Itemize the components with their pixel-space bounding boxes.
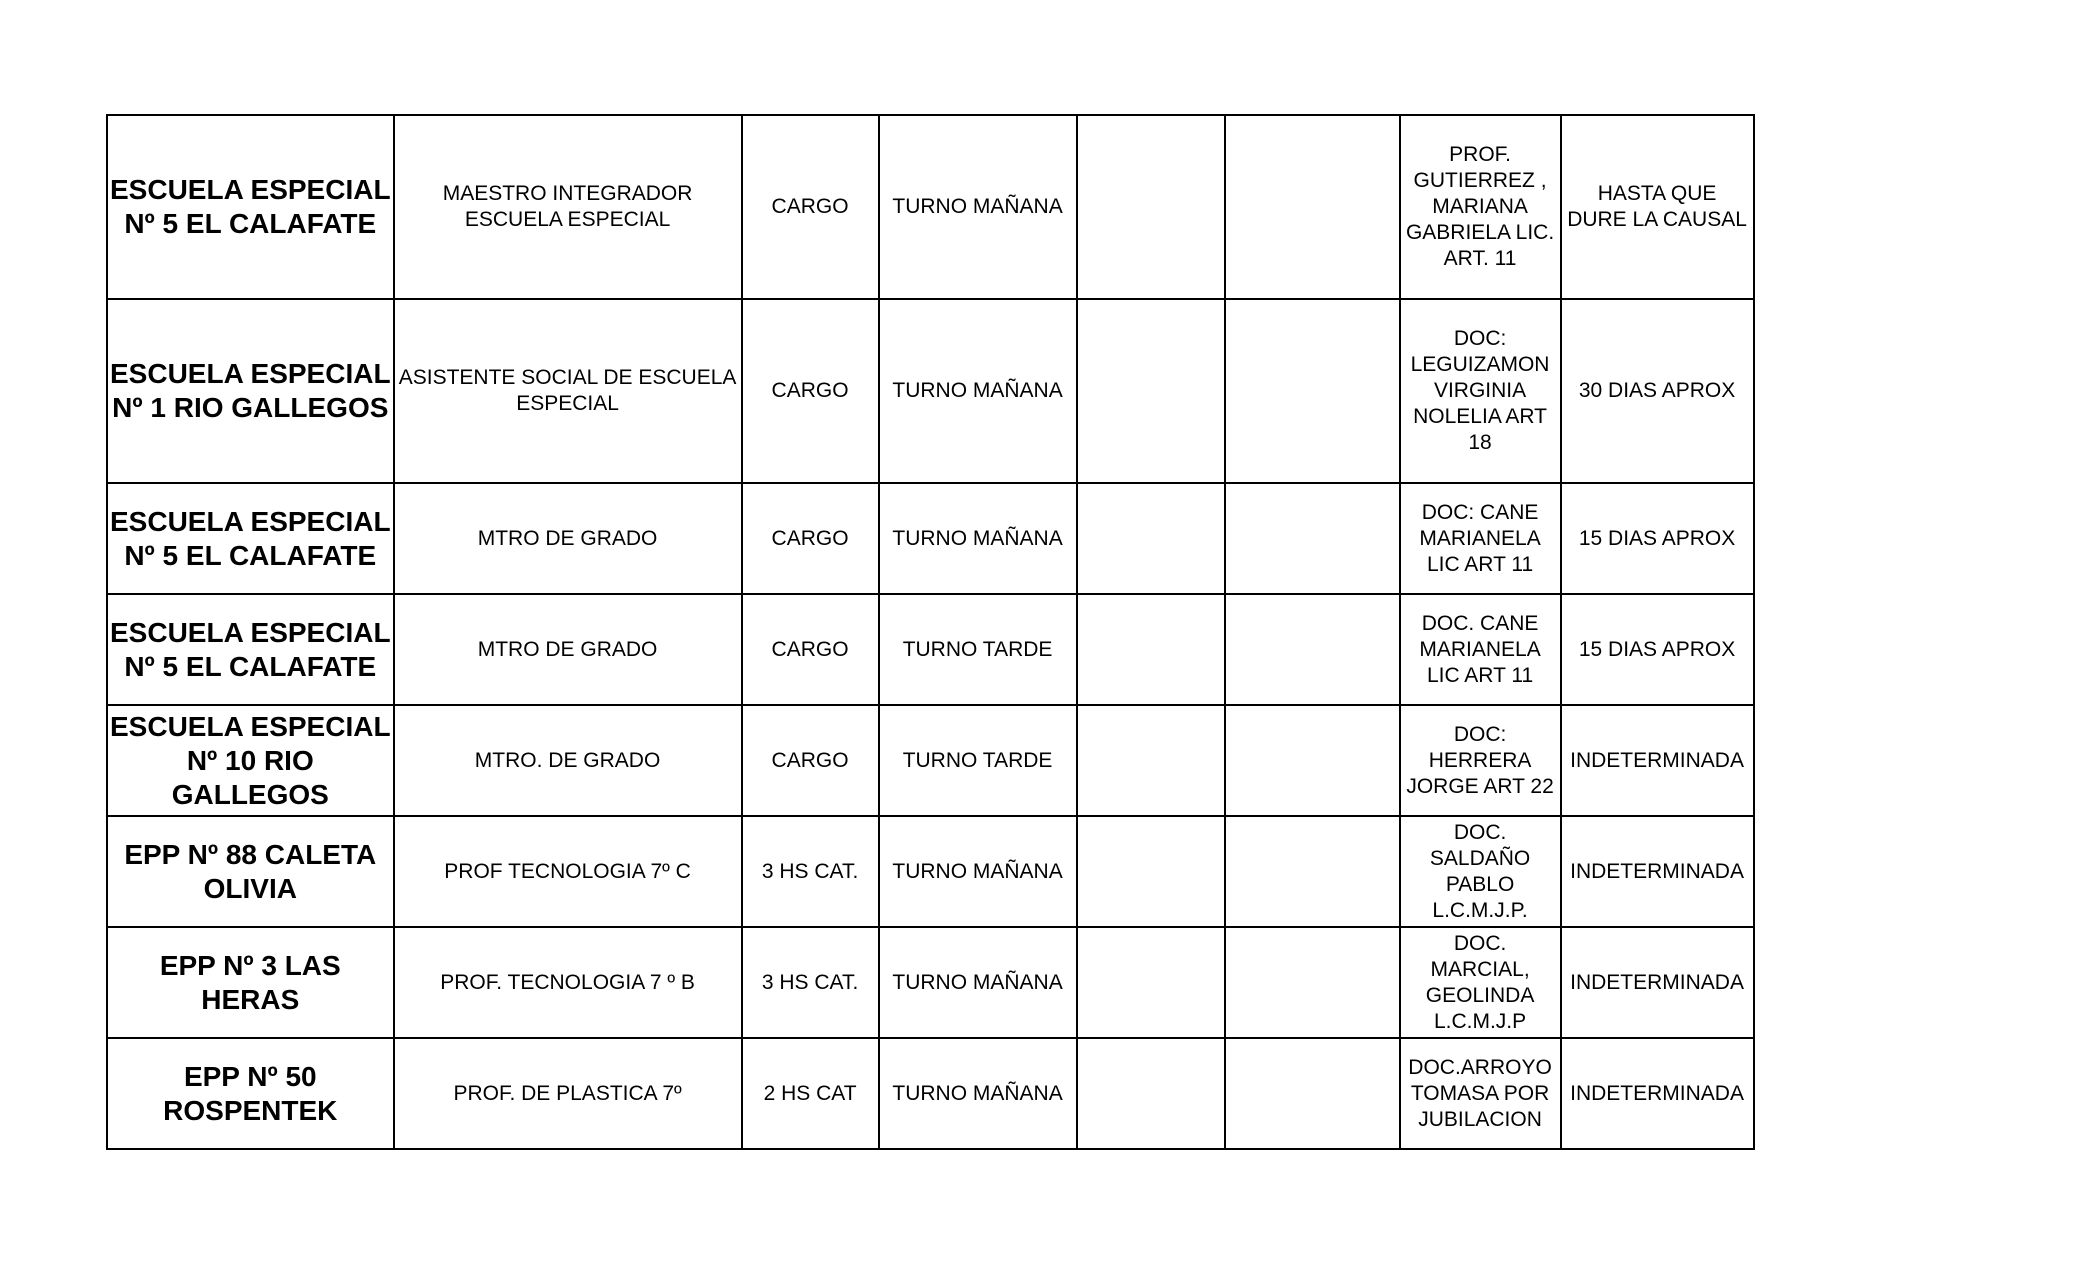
table-row bbox=[107, 816, 1754, 927]
replaces-line: TOMASA POR bbox=[1410, 1081, 1550, 1105]
vacancy-table bbox=[106, 114, 1755, 1150]
position-cell bbox=[394, 483, 742, 594]
replaces-cell bbox=[1400, 594, 1561, 705]
duration-cell bbox=[1561, 594, 1754, 705]
position-cell bbox=[394, 115, 742, 299]
school-line: ESCUELA ESPECIAL bbox=[110, 505, 391, 537]
shift-cell bbox=[879, 594, 1077, 705]
empty-cell bbox=[1077, 594, 1225, 705]
table-row bbox=[107, 1038, 1754, 1149]
school-cell bbox=[107, 1038, 394, 1149]
shift-text: TURNO MAÑANA bbox=[892, 970, 1063, 994]
empty-cell bbox=[1077, 816, 1225, 927]
shift-text: TURNO MAÑANA bbox=[892, 1081, 1063, 1105]
empty-cell bbox=[1077, 927, 1225, 1038]
table-row bbox=[107, 115, 1754, 299]
position-cell bbox=[394, 927, 742, 1038]
replaces-line: JORGE ART 22 bbox=[1406, 774, 1554, 798]
replaces-line: DOC: bbox=[1453, 327, 1507, 350]
replaces-line: JUBILACION bbox=[1418, 1107, 1542, 1131]
school-cell bbox=[107, 594, 394, 705]
school-cell bbox=[107, 483, 394, 594]
empty-cell bbox=[1225, 594, 1400, 705]
type-text: CARGO bbox=[771, 379, 849, 402]
shift-text: TURNO MAÑANA bbox=[892, 526, 1063, 550]
shift-cell bbox=[879, 483, 1077, 594]
table-row bbox=[107, 483, 1754, 594]
replaces-line: ART. 11 bbox=[1443, 247, 1517, 270]
empty-cell bbox=[1225, 705, 1400, 816]
school-line: OLIVIA bbox=[203, 872, 297, 904]
type-text: CARGO bbox=[771, 637, 849, 661]
shift-text: TURNO TARDE bbox=[902, 637, 1053, 661]
replaces-line: PROF. bbox=[1449, 143, 1511, 166]
empty-cell bbox=[1077, 299, 1225, 483]
replaces-line: 18 bbox=[1468, 431, 1492, 454]
duration-line: HASTA QUE bbox=[1597, 182, 1717, 205]
school-cell bbox=[107, 299, 394, 483]
shift-text: TURNO TARDE bbox=[902, 748, 1053, 772]
school-line: Nº 5 EL CALAFATE bbox=[124, 208, 377, 239]
school-line: EPP Nº 88 CALETA bbox=[124, 838, 377, 870]
duration-line: INDETERMINADA bbox=[1570, 748, 1744, 772]
replaces-line: GUTIERREZ , bbox=[1413, 169, 1547, 192]
shift-cell bbox=[879, 115, 1077, 299]
type-cell bbox=[742, 705, 879, 816]
position-line: ASISTENTE SOCIAL DE ESCUELA bbox=[398, 366, 737, 389]
replaces-line: L.C.M.J.P. bbox=[1432, 898, 1528, 922]
empty-cell bbox=[1077, 1038, 1225, 1149]
replaces-line: GEOLINDA bbox=[1425, 983, 1535, 1007]
school-line: HERAS bbox=[201, 983, 300, 1015]
position-line: MAESTRO INTEGRADOR bbox=[442, 182, 693, 205]
position-line: ESPECIAL bbox=[516, 392, 619, 415]
duration-cell bbox=[1561, 816, 1754, 927]
type-text: CARGO bbox=[771, 195, 849, 218]
school-line: ESCUELA ESPECIAL bbox=[110, 616, 391, 648]
school-line: ESCUELA ESPECIAL bbox=[110, 710, 391, 742]
empty-cell bbox=[1225, 927, 1400, 1038]
type-text: CARGO bbox=[771, 748, 849, 772]
shift-cell bbox=[879, 816, 1077, 927]
replaces-line: LEGUIZAMON bbox=[1410, 353, 1550, 376]
shift-text: TURNO MAÑANA bbox=[892, 195, 1063, 218]
shift-text: TURNO MAÑANA bbox=[892, 379, 1063, 402]
duration-cell bbox=[1561, 115, 1754, 299]
position-line: PROF. TECNOLOGIA 7 º B bbox=[440, 970, 695, 994]
duration-cell bbox=[1561, 927, 1754, 1038]
type-cell bbox=[742, 927, 879, 1038]
school-cell bbox=[107, 115, 394, 299]
type-cell bbox=[742, 483, 879, 594]
duration-line: INDETERMINADA bbox=[1570, 970, 1744, 994]
position-line: MTRO. DE GRADO bbox=[474, 748, 661, 772]
type-cell bbox=[742, 1038, 879, 1149]
school-line: EPP Nº 50 bbox=[183, 1060, 317, 1092]
school-line: ESCUELA ESPECIAL bbox=[110, 358, 391, 389]
empty-cell bbox=[1077, 483, 1225, 594]
replaces-cell bbox=[1400, 299, 1561, 483]
school-line: Nº 1 RIO GALLEGOS bbox=[112, 392, 389, 423]
replaces-cell bbox=[1400, 705, 1561, 816]
position-cell bbox=[394, 705, 742, 816]
replaces-cell bbox=[1400, 1038, 1561, 1149]
duration-cell bbox=[1561, 1038, 1754, 1149]
shift-text: TURNO MAÑANA bbox=[892, 859, 1063, 883]
school-line: Nº 5 EL CALAFATE bbox=[124, 650, 377, 682]
duration-line: 15 DIAS APROX bbox=[1578, 637, 1736, 661]
empty-cell bbox=[1225, 115, 1400, 299]
school-cell bbox=[107, 927, 394, 1038]
position-cell bbox=[394, 816, 742, 927]
replaces-cell bbox=[1400, 483, 1561, 594]
replaces-line: L.C.M.J.P bbox=[1433, 1009, 1527, 1033]
school-cell bbox=[107, 816, 394, 927]
table-body bbox=[107, 115, 1754, 1149]
replaces-line: MARCIAL, bbox=[1430, 957, 1530, 981]
shift-cell bbox=[879, 299, 1077, 483]
school-line: ROSPENTEK bbox=[163, 1094, 338, 1126]
replaces-line: HERRERA bbox=[1428, 748, 1532, 772]
replaces-line: DOC: CANE bbox=[1421, 500, 1539, 524]
type-text: 3 HS CAT. bbox=[761, 859, 859, 883]
position-line: ESCUELA ESPECIAL bbox=[464, 208, 671, 231]
shift-cell bbox=[879, 1038, 1077, 1149]
replaces-line: DOC. bbox=[1453, 820, 1507, 844]
shift-cell bbox=[879, 927, 1077, 1038]
position-cell bbox=[394, 594, 742, 705]
replaces-line: LIC ART 11 bbox=[1426, 663, 1534, 687]
school-line: GALLEGOS bbox=[171, 778, 329, 810]
replaces-line: MARIANELA bbox=[1419, 526, 1541, 550]
position-cell bbox=[394, 299, 742, 483]
replaces-line: DOC. CANE bbox=[1421, 611, 1539, 635]
empty-cell bbox=[1225, 816, 1400, 927]
shift-cell bbox=[879, 705, 1077, 816]
type-cell bbox=[742, 115, 879, 299]
replaces-line: SALDAÑO bbox=[1429, 846, 1531, 870]
duration-line: INDETERMINADA bbox=[1570, 859, 1744, 883]
duration-line: DURE LA CAUSAL bbox=[1567, 208, 1747, 231]
duration-cell bbox=[1561, 483, 1754, 594]
type-text: CARGO bbox=[771, 526, 849, 550]
replaces-cell bbox=[1400, 927, 1561, 1038]
empty-cell bbox=[1225, 299, 1400, 483]
table-row bbox=[107, 927, 1754, 1038]
replaces-line: NOLELIA ART bbox=[1413, 405, 1547, 428]
duration-cell bbox=[1561, 705, 1754, 816]
empty-cell bbox=[1077, 115, 1225, 299]
duration-cell bbox=[1561, 299, 1754, 483]
type-cell bbox=[742, 594, 879, 705]
table-row bbox=[107, 705, 1754, 816]
type-cell bbox=[742, 299, 879, 483]
duration-line: INDETERMINADA bbox=[1570, 1081, 1744, 1105]
duration-line: 15 DIAS APROX bbox=[1578, 526, 1736, 550]
empty-cell bbox=[1225, 1038, 1400, 1149]
school-cell bbox=[107, 705, 394, 816]
school-line: ESCUELA ESPECIAL bbox=[110, 174, 391, 205]
replaces-line: VIRGINIA bbox=[1433, 379, 1527, 402]
school-line: Nº 10 RIO bbox=[186, 744, 314, 776]
type-cell bbox=[742, 816, 879, 927]
replaces-line: PABLO bbox=[1445, 872, 1515, 896]
replaces-line: DOC.ARROYO bbox=[1408, 1055, 1552, 1079]
position-line: PROF TECNOLOGIA 7º C bbox=[444, 859, 691, 883]
replaces-line: DOC. bbox=[1453, 931, 1507, 955]
duration-line: 30 DIAS APROX bbox=[1578, 379, 1736, 402]
empty-cell bbox=[1225, 483, 1400, 594]
replaces-line: MARIANELA bbox=[1419, 637, 1541, 661]
table-row bbox=[107, 299, 1754, 483]
type-text: 3 HS CAT. bbox=[761, 970, 859, 994]
school-line: EPP Nº 3 LAS bbox=[159, 949, 341, 981]
position-line: MTRO DE GRADO bbox=[477, 526, 658, 550]
table-row bbox=[107, 594, 1754, 705]
type-text: 2 HS CAT bbox=[763, 1081, 857, 1105]
position-line: PROF. DE PLASTICA 7º bbox=[453, 1081, 682, 1105]
replaces-line: LIC ART 11 bbox=[1426, 552, 1534, 576]
replaces-line: DOC: bbox=[1453, 722, 1507, 746]
replaces-cell bbox=[1400, 115, 1561, 299]
replaces-line: GABRIELA LIC. bbox=[1405, 221, 1555, 244]
empty-cell bbox=[1077, 705, 1225, 816]
replaces-line: MARIANA bbox=[1432, 195, 1528, 218]
school-line: Nº 5 EL CALAFATE bbox=[124, 539, 377, 571]
position-cell bbox=[394, 1038, 742, 1149]
position-line: MTRO DE GRADO bbox=[477, 637, 658, 661]
replaces-cell bbox=[1400, 816, 1561, 927]
